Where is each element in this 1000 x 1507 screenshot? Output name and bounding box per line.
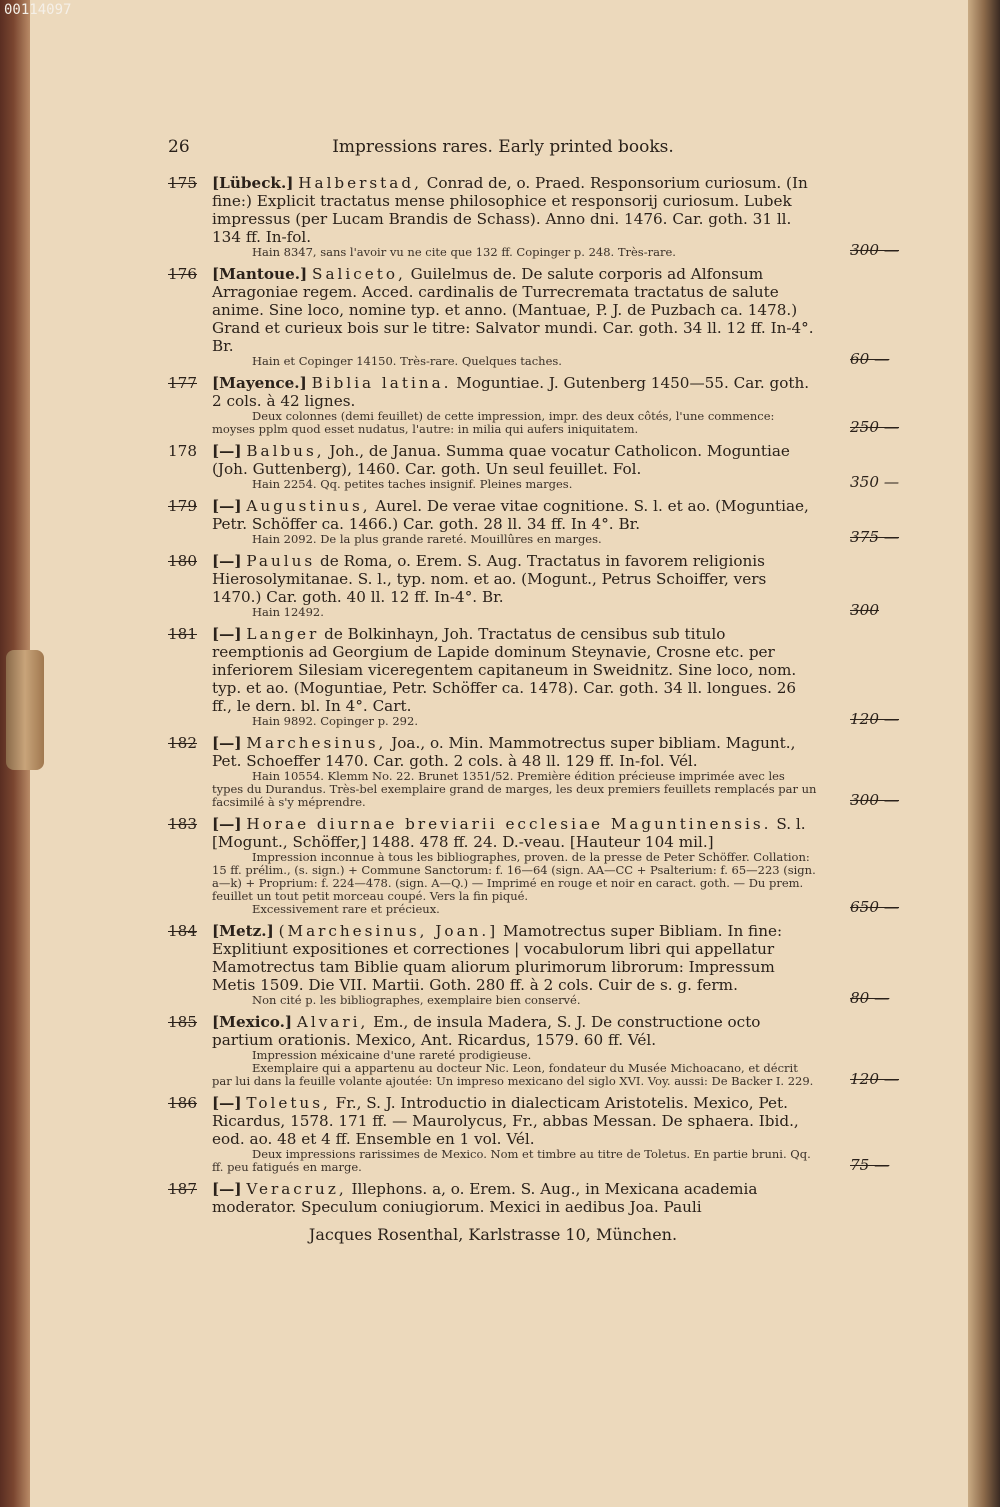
catalogue-entry [168,734,900,809]
entry-text [212,374,818,410]
entry-text [212,625,818,715]
entry-price: 300 [850,601,879,619]
entry-note-text: Hain 9892. Copinger p. 292. [252,714,418,728]
entry-number: 184 [168,922,197,940]
entry-text [212,265,818,355]
catalogue-page [168,130,900,1244]
entry-author: Toletus, [246,1094,331,1112]
entry-number: 175 [168,174,197,192]
entry-location: [Mantoue.] [212,265,308,283]
entry-note-text: Exemplaire qui a appartenu au docteur Nic. Leon, fondateur du Musée Michoacano, et décrit par lui dans la feuille volante ajoutée: Un impreso mexicano del siglo XVI. Voy. aussi: De Backer I. 229. [212,1061,814,1088]
entry-description: S. l. [Mogunt., Schöffer,] 1488. 478 ff. 24. D.-veau. [Hauteur 104 mil.] [212,815,806,851]
catalogue-entry [168,374,900,436]
page-edge-right [968,0,1000,1507]
entry-description: Joa., o. Min. Mammotrectus super bibliam. Magunt., Pet. Schoeffer 1470. Car. goth. 2 cols. à 48 ll. 129 ff. In-fol. Vél. [212,734,796,770]
entry-note [212,1062,818,1088]
entry-note-text: Hain et Copinger 14150. Très-rare. Quelques taches. [252,354,562,368]
entry-note [212,533,818,546]
entry-price: 300 — [850,791,900,809]
entry-author: Saliceto, [312,265,406,283]
entry-number: 185 [168,1013,197,1031]
catalogue-entry [168,265,890,368]
entry-location: [—] [212,442,242,460]
entry-price: 60 — [850,350,890,368]
entry-number: 186 [168,1094,197,1112]
entry-price: 80 — [850,989,890,1007]
entry-text [212,1180,818,1216]
entry-location: [Mexico.] [212,1013,293,1031]
entry-number: 178 [168,442,197,460]
entry-note-text: Hain 2092. De la plus grande rareté. Mouillûres en marges. [252,532,602,546]
entry-description: Fr., S. J. Introductio in dialecticam Aristotelis. Mexico, Pet. Ricardus, 1578. 171 ff. — Maurolycus, Fr., abbas Messan. De sphaera. Ibid., eod. ao. 48 et 4 ff. Ensemble en 1 vol. Vél. [212,1094,799,1148]
catalogue-entry [168,552,879,619]
entry-note-text: Hain 2254. Qq. petites taches insignif. Pleines marges. [252,477,573,491]
entry-note [212,410,818,436]
entry-price: 300 — [850,241,900,259]
entry-author: Marchesinus, [246,734,387,752]
entry-description: Aurel. De verae vitae cognitione. S. l. et ao. (Moguntiae, Petr. Schöffer ca. 1466.) Car. goth. 28 ll. 34 ff. In 4°. Br. [212,497,809,533]
entry-note [212,355,818,368]
entry-note [212,246,818,259]
entry-note [212,478,818,491]
entry-location: [—] [212,625,242,643]
entry-price: 375 — [850,528,900,546]
entry-author: Langer [246,625,320,643]
entry-location: [Mayence.] [212,374,307,392]
entry-author: Alvari, [296,1013,369,1031]
entry-number: 187 [168,1180,197,1198]
entry-note [212,715,818,728]
entry-text [212,442,818,478]
catalogue-entry [168,1180,818,1216]
entry-author: Biblia latina. [311,374,452,392]
entry-author: Halberstad, [298,174,422,192]
page-header [168,138,818,156]
entry-location: [—] [212,1180,242,1198]
entry-author: Veracruz, [246,1180,347,1198]
entry-number: 177 [168,374,197,392]
entry-location: [—] [212,734,242,752]
entry-note-text: Impression méxicaine d'une rareté prodigieuse. [252,1048,532,1062]
entry-number: 176 [168,265,197,283]
entry-text [212,1094,818,1148]
entry-text [212,1013,818,1049]
entry-text [212,497,818,533]
entry-number: 180 [168,552,197,570]
entry-note [212,903,818,916]
entry-note [212,994,818,1007]
catalogue-entry [168,1013,900,1088]
entry-note-text: Hain 8347, sans l'avoir vu ne cite que 132 ff. Copinger p. 248. Très-rare. [252,245,676,259]
entry-description: Em., de insula Madera, S. J. De constructione octo partium orationis. Mexico, Ant. Ricardus, 1579. 60 ff. Vél. [212,1013,761,1049]
catalogue-entry [168,174,900,259]
page-tab-marker [6,650,44,770]
entry-description: Moguntiae. J. Gutenberg 1450—55. Car. goth. 2 cols. à 42 lignes. [212,374,810,410]
entry-description: de Bolkinhayn, Joh. Tractatus de censibus sub titulo reemptionis ad Georgium de Lapide dominum Steynavie, Crosne etc. per inferiorem Silesiam viceregentem capitaneum in Sweidnitz. Sine loco, nom. typ. et ao. (Moguntiae, Petr. Schöffer ca. 1478). Car. goth. 34 ll. longues. 26 ff., le dern. bl. In 4°. Cart. [212,625,797,715]
entry-author: Augustinus, [246,497,371,515]
entry-description: Mamotrectus super Bibliam. In fine: Explitiunt expositiones et correctiones | vocabulorum libri qui appellatur Mamotrectus tam Biblie quam aliorum plurimorum librorum: Impressum Metis 1509. Die VII. Martii. Goth. 280 ff. à 2 cols. Cuir de s. g. ferm. [212,922,783,994]
entry-description: de Roma, o. Erem. S. Aug. Tractatus in favorem religionis Hierosolymitanae. S. l., typ. nom. et ao. (Mogunt., Petrus Schoiffer, vers 1470.) Car. goth. 40 ll. 12 ff. In-4°. Br. [212,552,767,606]
entry-location: [Metz.] [212,922,274,940]
catalogue-entry [168,497,900,546]
entry-text [212,734,818,770]
entry-text [212,552,818,606]
entry-list [168,174,900,1216]
catalogue-entry [168,442,900,491]
catalogue-entry [168,625,900,728]
entry-number: 182 [168,734,197,752]
entry-description: Conrad de, o. Praed. Responsorium curiosum. (In fine:) Explicit tractatus mense philosophice et responsorij curiosum. Lubek impressus (per Lucam Brandis de Schass). Anno dni. 1476. Car. goth. 31 ll. 134 ff. In-fol. [212,174,808,246]
entry-note [212,770,818,809]
entry-note-text: Non cité p. les bibliographes, exemplaire bien conservé. [252,993,581,1007]
scan-id-label: 00114097 [4,2,72,18]
entry-description: Illephons. a, o. Erem. S. Aug., in Mexicana academia moderator. Speculum coniugiorum. Mexici in aedibus Joa. Pauli [212,1180,758,1216]
entry-location: [—] [212,552,242,570]
entry-note-text: Deux colonnes (demi feuillet) de cette impression, impr. des deux côtés, l'une commence: moyses pplm quod esset nudatus, l'autre: in milia qui aufers iniquitatem. [212,409,775,436]
entry-location: [—] [212,497,242,515]
entry-number: 183 [168,815,197,833]
entry-author: Paulus [246,552,316,570]
entry-note [212,606,818,619]
entry-location: [Lübeck.] [212,174,294,192]
catalogue-entry [168,922,890,1007]
entry-price: 250 — [850,418,900,436]
entry-price: 75 — [850,1156,890,1174]
entry-author: Balbus, [246,442,325,460]
entry-price: 120 — [850,710,900,728]
entry-author: (Marchesinus, Joan.] [278,922,499,940]
entry-note-text: Hain 10554. Klemm No. 22. Brunet 1351/52. Première édition précieuse imprimée avec les types du Durandus. Très-bel exemplaire grand de marges, les deux premiers feuillets remplacés par un facsimilé à s'y méprendre. [212,769,817,809]
entry-number: 179 [168,497,197,515]
entry-description: Joh., de Janua. Summa quae vocatur Catholicon. Moguntiae (Joh. Guttenberg), 1460. Car. goth. Un seul feuillet. Fol. [212,442,790,478]
publisher-footer: Jacques Rosenthal, Karlstrasse 10, München. [308,1225,678,1244]
entry-text [212,922,818,994]
catalogue-entry [168,1094,890,1174]
entry-price: 650 — [850,898,900,916]
entry-note-text: Deux impressions rarissimes de Mexico. Nom et timbre au titre de Toletus. En partie bruni. Qq. ff. peu fatigués en marge. [212,1147,811,1174]
page-number: 26 [168,137,190,157]
entry-location: [—] [212,815,242,833]
entry-text [212,815,818,851]
entry-note-text: Impression inconnue à tous les bibliographes, proven. de la presse de Peter Schöffer. Collation: 15 ff. prélim., (s. sign.) + Commune Sanctorum: f. 16—64 (sign. AA—CC + Psalterium: f. 65—223 (sign. a—k) + Proprium: f. 224—478. (sign. A—Q.) — Imprimé en rouge et noir en caract. goth. — Du prem. feuillet un tout petit morceau coupé. Vers la fin piqué. [212,850,816,903]
entry-text [212,174,818,246]
entry-description: Guilelmus de. De salute corporis ad Alfonsum Arragoniae regem. Acced. cardinalis de Turrecremata tractatus de salute anime. Sine loco, nomine typ. et anno. (Mantuae, P. J. de Puzbach ca. 1478.) Grand et curieux bois sur le titre: Salvator mundi. Car. goth. 34 ll. 12 ff. In-4°. Br. [212,265,814,355]
entry-note [212,1148,818,1174]
entry-number: 181 [168,625,197,643]
entry-author: Horae diurnae breviarii ecclesiae Maguntinensis. [246,815,772,833]
entry-location: [—] [212,1094,242,1112]
page-title: Impressions rares. Early printed books. [332,137,674,157]
entry-note-text: Excessivement rare et précieux. [252,902,440,916]
catalogue-entry [168,815,900,916]
entry-note-text: Hain 12492. [252,605,324,619]
entry-note [212,851,818,903]
entry-price: 350 — [850,473,900,491]
entry-price: 120 — [850,1070,900,1088]
